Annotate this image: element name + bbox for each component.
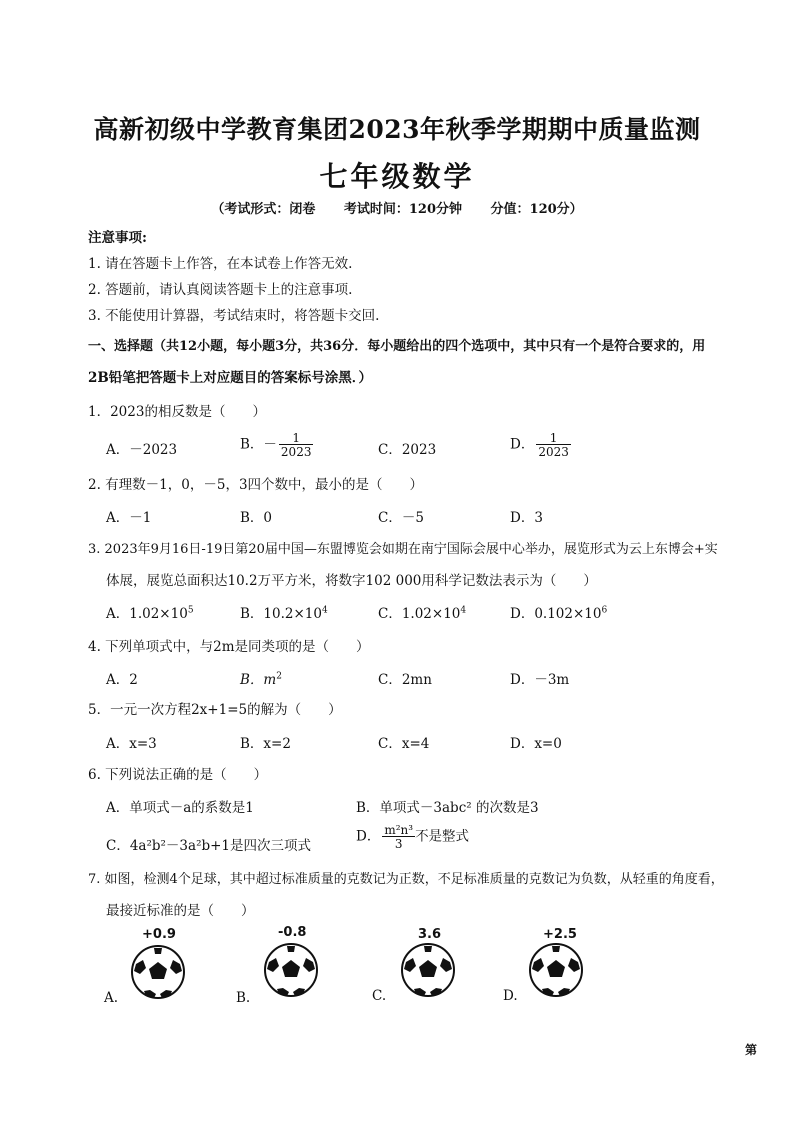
subject-title: 七年级数学 — [319, 160, 475, 193]
option-b: B. — [236, 990, 251, 1006]
option-d — [510, 432, 571, 458]
exponent: 6 — [601, 605, 608, 616]
option-c: C．－5 — [378, 510, 424, 526]
question-stem: 7. 如图，检测4个足球，其中超过标准质量的克数记为正数，不足标准质量的克数记为负数，从轻重的角度看， — [88, 872, 724, 887]
ball-mass-label: -0.8 — [278, 925, 307, 940]
option-d: D．3 — [510, 510, 543, 526]
question-stem: 2. 有理数－1，0，－5，3四个数中，最小的是（ ） — [88, 477, 424, 493]
option-c — [378, 602, 466, 622]
fraction — [536, 432, 571, 458]
soccer-ball-icon — [263, 942, 319, 998]
option-a: A．2 — [106, 672, 138, 688]
question-stem: 5．一元一次方程2x+1=5的解为（ ） — [88, 702, 342, 718]
option-d-prefix: D． — [356, 828, 381, 845]
exam-title: 高新初级中学教育集团2023年秋季学期期中质量监测 — [93, 115, 701, 144]
option-c: C．4a²b²－3a²b+1是四次三项式 — [106, 838, 312, 854]
option-d-suffix: 不是整式 — [415, 828, 470, 845]
option-a: A. — [104, 990, 119, 1006]
option-b: B．x=2 — [240, 736, 291, 752]
option-d: D. — [503, 988, 518, 1004]
fraction-numerator: m²n³ — [384, 823, 414, 837]
option-d: D．x=0 — [510, 736, 562, 752]
option-b: B．单项式－3abc² 的次数是3 — [356, 800, 539, 816]
exponent: 2 — [276, 671, 282, 682]
option-b-prefix: B．－ — [240, 436, 277, 453]
question-stem-cont: 最接近标准的是（ ） — [106, 903, 255, 919]
option-b — [240, 432, 313, 458]
option-d — [510, 602, 607, 622]
option-a — [106, 602, 194, 622]
exam-score: 分值：120分） — [490, 202, 583, 217]
notes-heading: 注意事项: — [88, 230, 147, 246]
fraction-denominator: 2023 — [538, 445, 569, 459]
option-b — [240, 602, 328, 622]
soccer-ball-icon — [528, 942, 584, 998]
soccer-ball-icon — [400, 942, 456, 998]
fraction — [279, 432, 314, 458]
option-a-base: A．1.02×10 — [106, 606, 188, 622]
exam-form: （考试形式：闭卷 — [211, 202, 316, 217]
exponent: 4 — [321, 605, 328, 616]
option-c: C．x=4 — [378, 736, 430, 752]
exam-info — [0, 198, 794, 217]
question-stem: 6. 下列说法正确的是（ ） — [88, 767, 268, 783]
fraction-denominator: 2023 — [280, 445, 312, 459]
question-stem: 3. 2023年9月16日-19日第20届中国—东盟博览会如期在南宁国际会展中心举办，展览形式为云上东博会+实 — [88, 542, 718, 557]
exam-time: 考试时间：120分钟 — [343, 202, 462, 217]
option-d-prefix: D． — [510, 436, 535, 453]
fraction — [382, 824, 415, 850]
option-c: C. — [372, 988, 387, 1004]
soccer-ball-icon — [130, 944, 186, 1000]
option-d-base: D．0.102×10 — [510, 606, 602, 622]
note-item: 1. 请在答题卡上作答，在本试卷上作答无效. — [88, 256, 353, 272]
note-item: 2. 答题前，请认真阅读答题卡上的注意事项. — [88, 282, 353, 298]
question-stem: 4. 下列单项式中，与2m是同类项的是（ ） — [88, 639, 370, 655]
option-b: B．0 — [240, 510, 273, 526]
option-b-base: B．10.2×10 — [240, 606, 322, 622]
question-stem-cont: 体展，展览总面积达10.2万平方米，将数字102 000用科学记数法表示为（ ） — [106, 573, 597, 589]
option-d — [356, 824, 469, 850]
option-b — [240, 668, 282, 688]
section-heading: 一、选择题（共12小题，每小题3分，共36分．每小题给出的四个选项中，其中只有一个是符合要求的，用 — [88, 339, 706, 354]
option-a: A．－1 — [106, 510, 152, 526]
option-c: C．2023 — [378, 442, 437, 458]
section-heading-cont: 2B铅笔把答题卡上对应题目的答案标号涂黑．） — [88, 370, 373, 386]
fraction-numerator: 1 — [292, 431, 301, 445]
fraction-denominator: 3 — [382, 836, 415, 850]
option-a: A．x=3 — [106, 736, 157, 752]
note-item: 3. 不能使用计算器，考试结束时，将答题卡交回. — [88, 308, 380, 324]
ball-mass-label: +0.9 — [142, 927, 176, 942]
ball-mass-label: 3.6 — [418, 927, 442, 942]
option-d: D．－3m — [510, 672, 570, 688]
question-stem: 1．2023的相反数是（ ） — [88, 404, 266, 420]
exponent: 5 — [187, 605, 194, 616]
exponent: 4 — [460, 605, 467, 616]
option-b-base: B．m — [240, 672, 277, 688]
option-c-base: C．1.02×10 — [378, 606, 461, 622]
option-c: C．2mn — [378, 672, 432, 688]
option-a: A．－2023 — [106, 442, 178, 458]
fraction-numerator: 1 — [549, 431, 558, 445]
ball-mass-label: +2.5 — [543, 927, 577, 942]
page-marker: 第 — [745, 1043, 758, 1057]
option-a: A．单项式－a的系数是1 — [106, 800, 254, 816]
